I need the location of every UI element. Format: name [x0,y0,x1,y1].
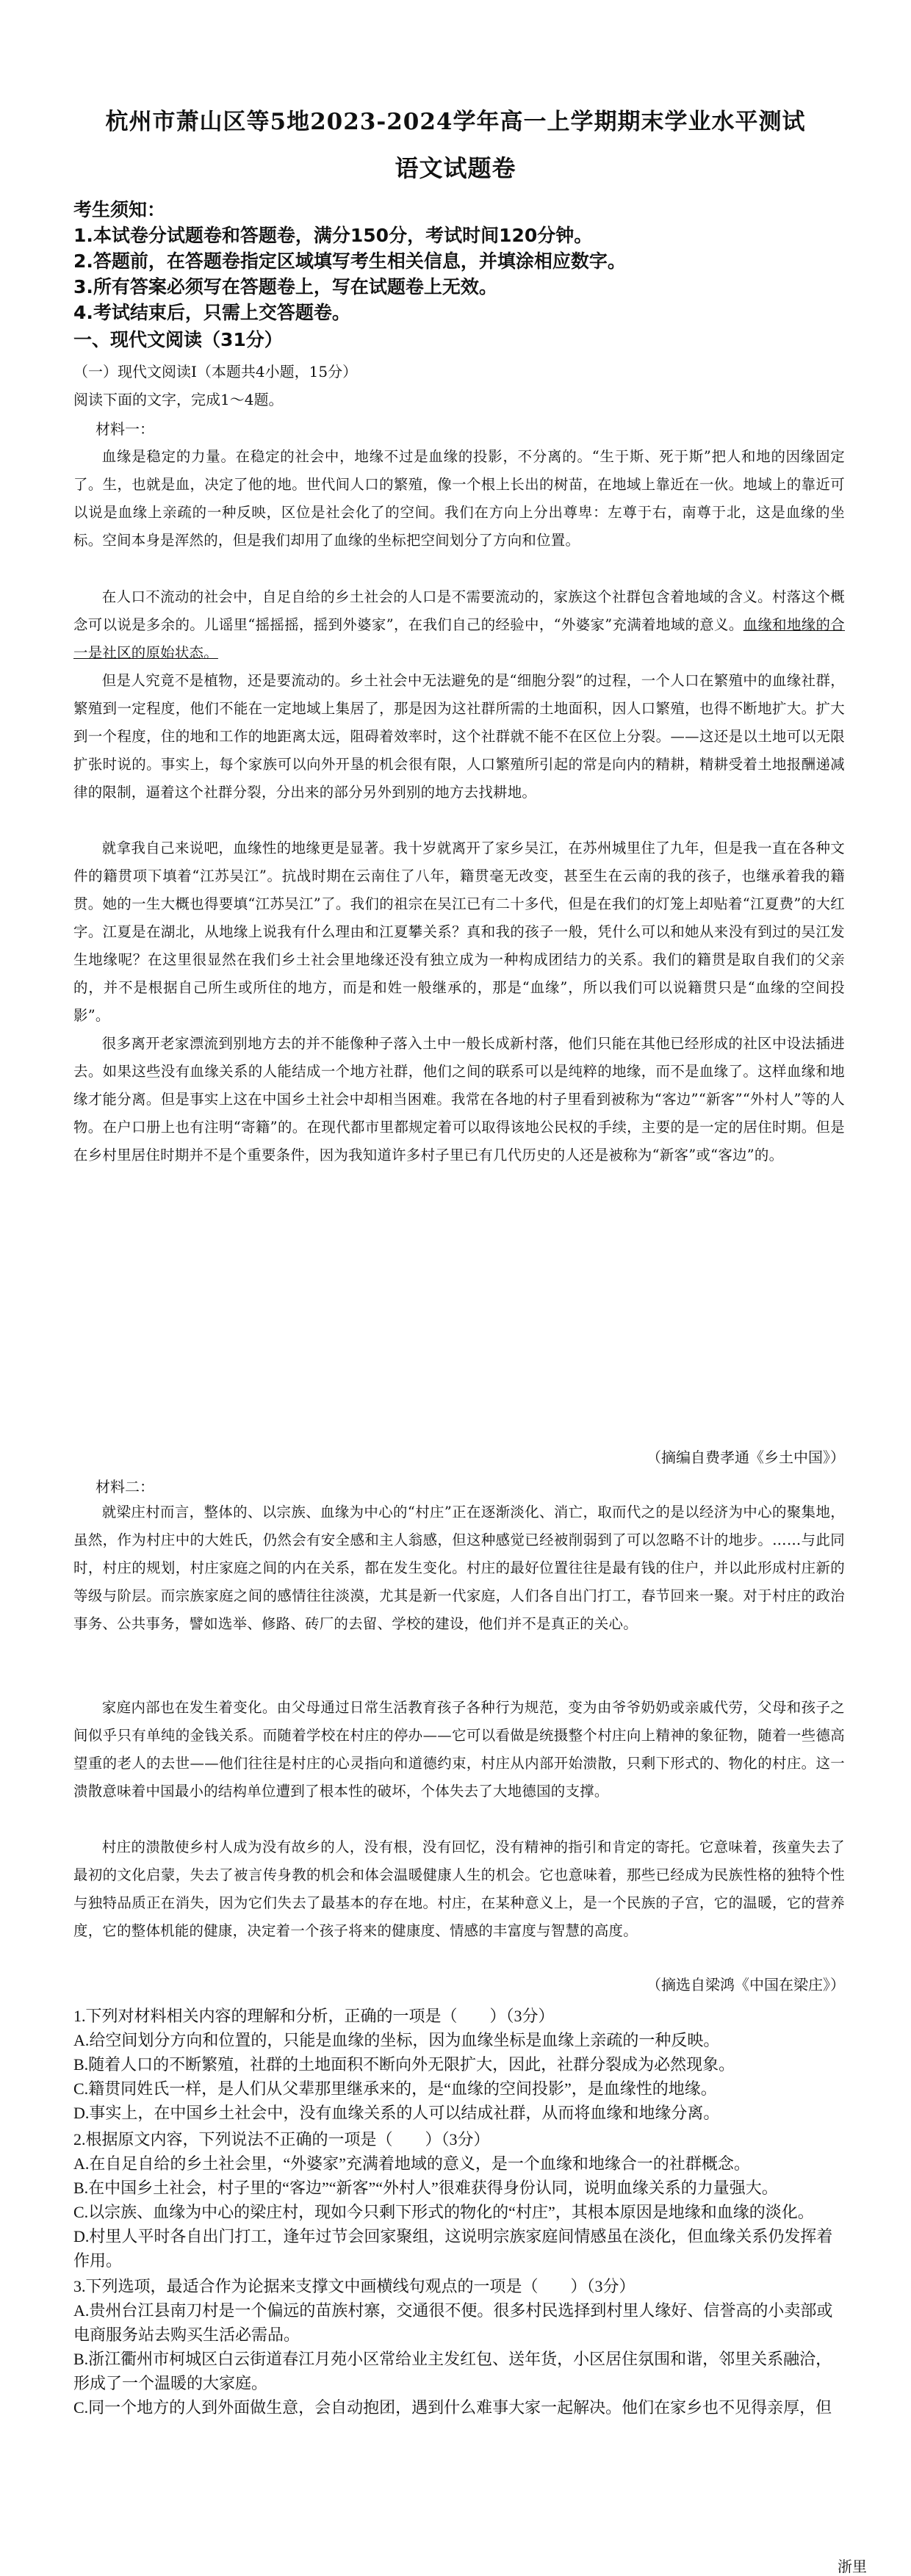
material-one-paragraph: 很多离开老家漂流到别地方去的并不能像种子落入土中一般长成新村落，他们只能在其他已经形成的社区中设法插进去。如果这些没有血缘关系的人能结成一个地方社群，他们之间的联系可以是纯粹的地缘，而不是血缘了。这样血缘和地缘才能分离。但是事实上这在中国乡土社会中却相当困难。我常在各地的村子里看到被称为“客边”“新客”“外村人”等的人物。在户口册上也有注明“寄籍”的。在现代都市里都规定着可以取得该地公民权的手续，主要的是一定的居住时期。但是在乡村里居住时期并不是个重要条件，因为我知道许多村子里已有几代历史的人还是被称为“新客”或“客边”的。 [73,1035,845,1163]
option-c: C.同一个地方的人到外面做生意，会自动抱团，遇到什么难事大家一起解决。他们在家乡也不见得亲厚，但 [73,2398,832,2417]
notes-item: 3.所有答案必须写在答题卷上，写在试题卷上无效。 [73,276,497,297]
material-one-paragraph: 但是人究竟不是植物，还是要流动的。乡土社会中无法避免的是“细胞分裂”的过程，一个人口在繁殖中的血缘社群，繁殖到一定程度，他们不能在一定地域上集居了，那是因为这社群所需的土地面积，因人口繁殖，也得不断地扩大。扩大到一个程度，住的地和工作的地距离太远，阻碍着效率时，这个社群就不能不在区位上分裂。——这还是以土地可以无限扩张时说的。事实上，每个家族可以向外开垦的机会很有限，人口繁殖所引起的常是向内的精耕，精耕受着土地报酬递减律的限制，逼着这个社群分裂，分出来的部分另外到别的地方去找耕地。 [73,672,845,801]
question-3 [73,2274,845,2420]
option-a: A.贵州台江县南刀村是一个偏远的苗族村寨，交通很不便。很多村民选择到村里人缘好、信誉高的小卖部或电商服务站去购买生活必需品。 [73,2301,833,2344]
option-a: A.在自足自给的乡土社会里，“外婆家”充满着地域的意义，是一个血缘和地缘合一的社群概念。 [73,2154,750,2173]
source-citation: （摘编自费孝通《乡土中国》） [647,1448,845,1466]
material-two-paragraph: 家庭内部也在发生着变化。由父母通过日常生活教育孩子各种行为规范，变为由爷爷奶奶或亲戚代劳，父母和孩子之间似乎只有单纯的金钱关系。而随着学校在村庄的停办——它可以看做是统摄整个村庄向上精神的象征物，随着一些德高望重的老人的去世——他们往往是村庄的心灵指向和道德约束，村庄从内部开始溃散，只剩下形式的、物化的村庄。这一溃散意味着中国最小的结构单位遭到了根本性的破坏，个体失去了大地德国的支撑。 [73,1699,845,1800]
material-two-label: 材料二： [96,1478,154,1496]
question-stem: 3.下列选项，最适合作为论据来支撑文中画横线句观点的一项是（ ）（3分） [73,2277,635,2295]
section-heading: 一、现代文阅读（31分） [73,329,283,350]
option-b: B.随着人口的不断繁殖，社群的土地面积不断向外无限扩大，因此，社群分裂成为必然现象。 [73,2055,735,2074]
option-c: C.以宗族、血缘为中心的梁庄村，现如今只剩下形式的物化的“村庄”，其根本原因是地缘和血缘的淡化。 [73,2203,814,2221]
footer-mark: 浙里 [838,2558,867,2575]
option-a: A.给空间划分方向和位置的，只能是血缘的坐标，因为血缘坐标是血缘上亲疏的一种反映。 [73,2031,720,2049]
material-one-paragraph: 血缘是稳定的力量。在稳定的社会中，地缘不过是血缘的投影，不分离的。“生于斯、死于斯”把人和地的因缘固定了。生，也就是血，决定了他的地。世代间人口的繁殖，像一个根上长出的树苗，在地域上靠近在一伙。地域上的靠近可以说是血缘上亲疏的一种反映，区位是社会化了的空间。我们在方向上分出尊卑：左尊于右，南尊于北，这是血缘的坐标。空间本身是浑然的，但是我们却用了血缘的坐标把空间划分了方向和位置。 [73,448,845,549]
question-stem: 1.下列对材料相关内容的理解和分析，正确的一项是（ ）（3分） [73,2007,555,2025]
material-one-paragraph: 就拿我自己来说吧，血缘性的地缘更是显著。我十岁就离开了家乡吴江，在苏州城里住了九年，但是我一直在各种文件的籍贯项下填着“江苏吴江”。抗战时期在云南住了八年，籍贯毫无改变，甚至生在云南的我的孩子，也继承着我的籍贯。她的一生大概也得要填“江苏吴江”了。我们的祖宗在吴江已有二十多代，但是在我们的灯笼上却贴着“江夏费”的大红字。江夏是在湖北，从地缘上说我有什么理由和江夏攀关系？真和我的孩子一般，凭什么可以和她从来没有到过的吴江发生地缘呢？在这里很显然在我们乡土社会里地缘还没有独立成为一种构成团结力的关系。我们的籍贯是取自我们的父亲的，并不是根据自己所生或所住的地方，而是和姓一般继承的，那是“血缘”，所以我们可以说籍贯只是“血缘的空间投影”。 [73,840,845,1024]
material-two-paragraph: 就梁庄村而言，整体的、以宗族、血缘为中心的“村庄”正在逐渐淡化、消亡，取而代之的是以经济为中心的聚集地，虽然，作为村庄中的大姓氏，仍然会有安全感和主人翁感，但这种感觉已经被削弱到了可以忽略不计的地步。……与此同时，村庄的规划，村庄家庭之间的内在关系，都在发生变化。村庄的最好位置往往是最有钱的住户，并以此形成村庄新的等级与阶层。而宗族家庭之间的感情往往淡漠，尤其是新一代家庭，人们各自出门打工，春节回来一聚。对于村庄的政治事务、公共事务，譬如选举、修路、砖厂的去留、学校的建设，他们并不是真正的关心。 [73,1504,845,1632]
underlined-sentence: 血缘和地缘的合一是社区的原始状态。 [73,616,845,661]
option-b: B.浙江衢州市柯城区白云街道春江月苑小区常给业主发红包、送年货，小区居住氛围和谐，邻里关系融洽，形成了一个温暖的大家庭。 [73,2350,832,2392]
option-d: D.事实上，在中国乡土社会中，没有血缘关系的人可以结成社群，从而将血缘和地缘分离。 [73,2104,720,2122]
candidate-notes [73,197,845,325]
exam-subtitle: 语文试题卷 [395,154,516,182]
subsection-heading: （一）现代文阅读Ⅰ（本题共4小题，15分） [73,363,358,380]
exam-title: 杭州市萧山区等5地2023-2024学年高一上学期期末学业水平测试 [105,109,806,135]
question-1 [73,2004,845,2125]
notes-item: 4.考试结束后，只需上交答题卷。 [73,302,350,323]
notes-heading: 考生须知： [73,199,166,220]
reading-instruction: 阅读下面的文字，完成1～4题。 [73,391,284,408]
notes-item: 1.本试卷分试题卷和答题卷，满分150分，考试时间120分钟。 [73,225,593,246]
option-b: B.在中国乡土社会，村子里的“客边”“新客”“外村人”很难获得身份认同，说明血缘关系的力量强大。 [73,2179,778,2197]
notes-item: 2.答题前，在答题卷指定区域填写考生相关信息，并填涂相应数字。 [73,250,626,272]
question-2 [73,2127,845,2273]
material-one-label: 材料一： [96,420,154,438]
source-citation: （摘选自梁鸿《中国在梁庄》） [647,1976,845,1994]
option-d: D.村里人平时各自出门打工，逢年过节会回家聚组，这说明宗族家庭间情感虽在淡化，但血缘关系仍发挥着作用。 [73,2227,833,2270]
material-one-paragraph [73,583,845,667]
question-stem: 2.根据原文内容，下列说法不正确的一项是（ ）（3分） [73,2130,490,2149]
option-c: C.籍贯同姓氏一样，是人们从父辈那里继承来的，是“血缘的空间投影”，是血缘性的地缘。 [73,2079,717,2098]
paragraph-text: 在人口不流动的社会中，自足自给的乡土社会的人口是不需要流动的，家族这个社群包含着地域的含义。村落这个概念可以说是多余的。儿谣里“摇摇摇，摇到外婆家”，在我们自己的经验中，“外婆家”充满着地域的意义。 [73,588,845,633]
material-two-paragraph: 村庄的溃散使乡村人成为没有故乡的人，没有根，没有回忆，没有精神的指引和肯定的寄托。它意味着，孩童失去了最初的文化启蒙，失去了被言传身教的机会和体会温暖健康人生的机会。它也意味着，那些已经成为民族性格的独特个性与独特品质正在消失，因为它们失去了最基本的存在地。村庄，在某种意义上，是一个民族的子宫，它的温暖，它的营养度，它的整体机能的健康，决定着一个孩子将来的健康度、情感的丰富度与智慧的高度。 [73,1839,845,1939]
